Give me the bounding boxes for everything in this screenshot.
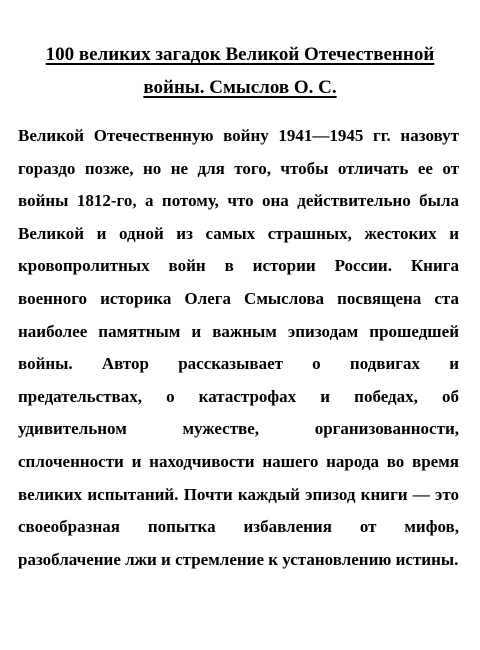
book-title-line-1: 100 великих загадок Великой Отечественной	[45, 44, 435, 65]
book-title	[10, 38, 470, 104]
book-title-line-2: войны. Смыслов О. С.	[143, 77, 337, 98]
book-description: Великой Отечественную войну 1941—1945 гг. назовут гораздо позже, но не для того, чтобы отличать ее от войны 1812-го, а потому, что она действительно была Великой и одной из самых страшных, жестоких и кровопролитных войн в истории России. Книга военного историка Олега Смыслова посвящена ста наиболее памятным и важным эпизодам прошедшей войны. Автор рассказывает о подвигах и предательствах, о катастрофах и победах, об удивительном мужестве, организованности, сплоченности и находчивости нашего народа во время великих испытаний. Почти каждый эпизод книги — это своеобразная попытка избавления от мифов, разоблачение лжи и стремление к установлению истины.	[18, 126, 459, 569]
